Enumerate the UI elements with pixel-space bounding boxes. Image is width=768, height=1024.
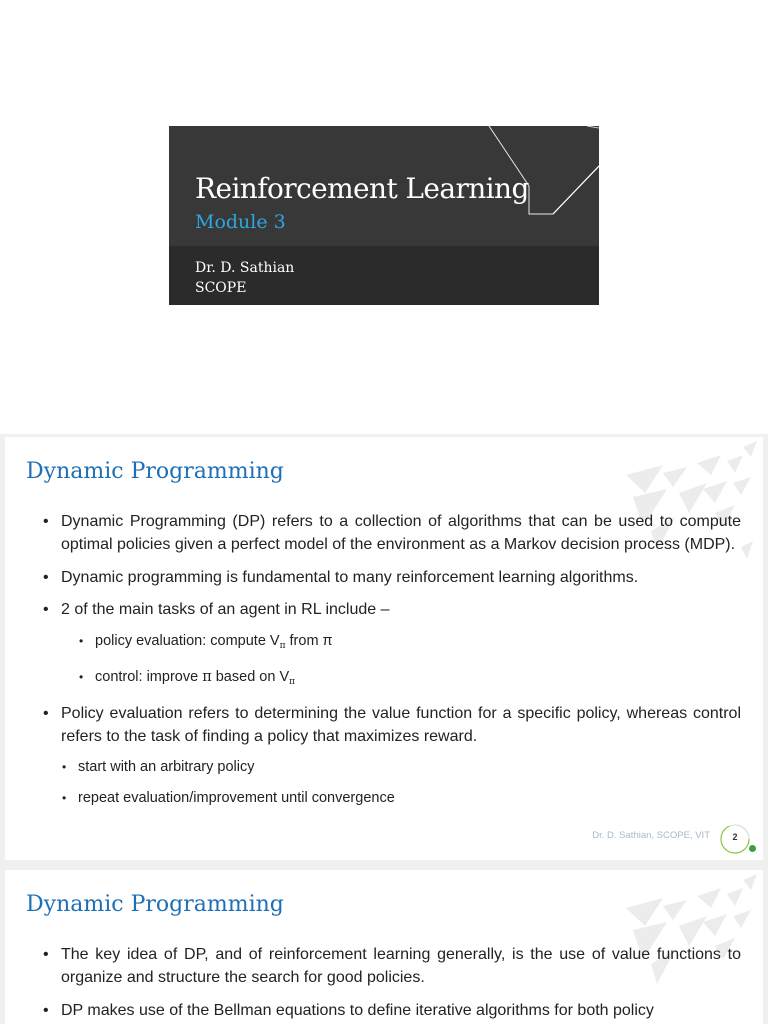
bullet-item: • DP makes use of the Bellman equations to define iterative algorithms for both policy (61, 999, 741, 1022)
pi-subscript: π (279, 640, 286, 651)
module-subtitle: Module 3 (195, 211, 286, 233)
sub-bullet-item: • repeat evaluation/improvement until convergence (78, 787, 741, 809)
slide-3 (5, 870, 763, 1024)
sub-bullet-text: from π (285, 632, 333, 649)
title-slide (169, 126, 599, 305)
bullet-text: Policy evaluation refers to determining the value function for a specific policy, whereas control refers to the task of finding a policy that maximizes reward. (61, 704, 741, 746)
presentation-title: Reinforcement Learning (195, 172, 529, 205)
bullet-list (61, 943, 741, 1024)
author-name: Dr. D. Sathian (195, 260, 295, 276)
bullet-item: • The key idea of DP, and of reinforcement learning generally, is the use of value functions to organize and structure the search for good policies. (61, 943, 741, 990)
bullet-item (61, 702, 741, 810)
green-dot-icon (749, 845, 756, 852)
slide-title: Dynamic Programming (26, 892, 284, 917)
slide-title: Dynamic Programming (26, 459, 284, 484)
sub-bullet-list (61, 630, 741, 693)
sub-bullet-item (95, 666, 741, 693)
author-affiliation: SCOPE (195, 280, 247, 296)
slide-footer: Dr. D. Sathian, SCOPE, VIT (592, 830, 710, 841)
sub-bullet-item (95, 630, 741, 657)
slide-2 (5, 437, 763, 860)
pi-subscript: π (289, 676, 296, 687)
sub-bullet-list (61, 756, 741, 809)
page-number: 2 (732, 832, 738, 842)
bullet-item: • Dynamic programming is fundamental to many reinforcement learning algorithms. (61, 566, 741, 589)
sub-bullet-item: • start with an arbitrary policy (78, 756, 741, 778)
bullet-list (61, 510, 741, 818)
page-number-badge (719, 823, 751, 855)
sub-bullet-text: control: improve (95, 668, 203, 685)
sub-bullet-text: policy evaluation: compute V (95, 632, 280, 649)
pi-symbol: π (202, 668, 212, 685)
bullet-text: 2 of the main tasks of an agent in RL include – (61, 601, 390, 619)
sub-bullet-text: based on V (211, 668, 290, 685)
bullet-item (61, 598, 741, 692)
author-block (195, 258, 294, 298)
bullet-item: • Dynamic Programming (DP) refers to a collection of algorithms that can be used to compute optimal policies given a perfect model of the environment as a Markov decision process (MDP). (61, 510, 741, 557)
